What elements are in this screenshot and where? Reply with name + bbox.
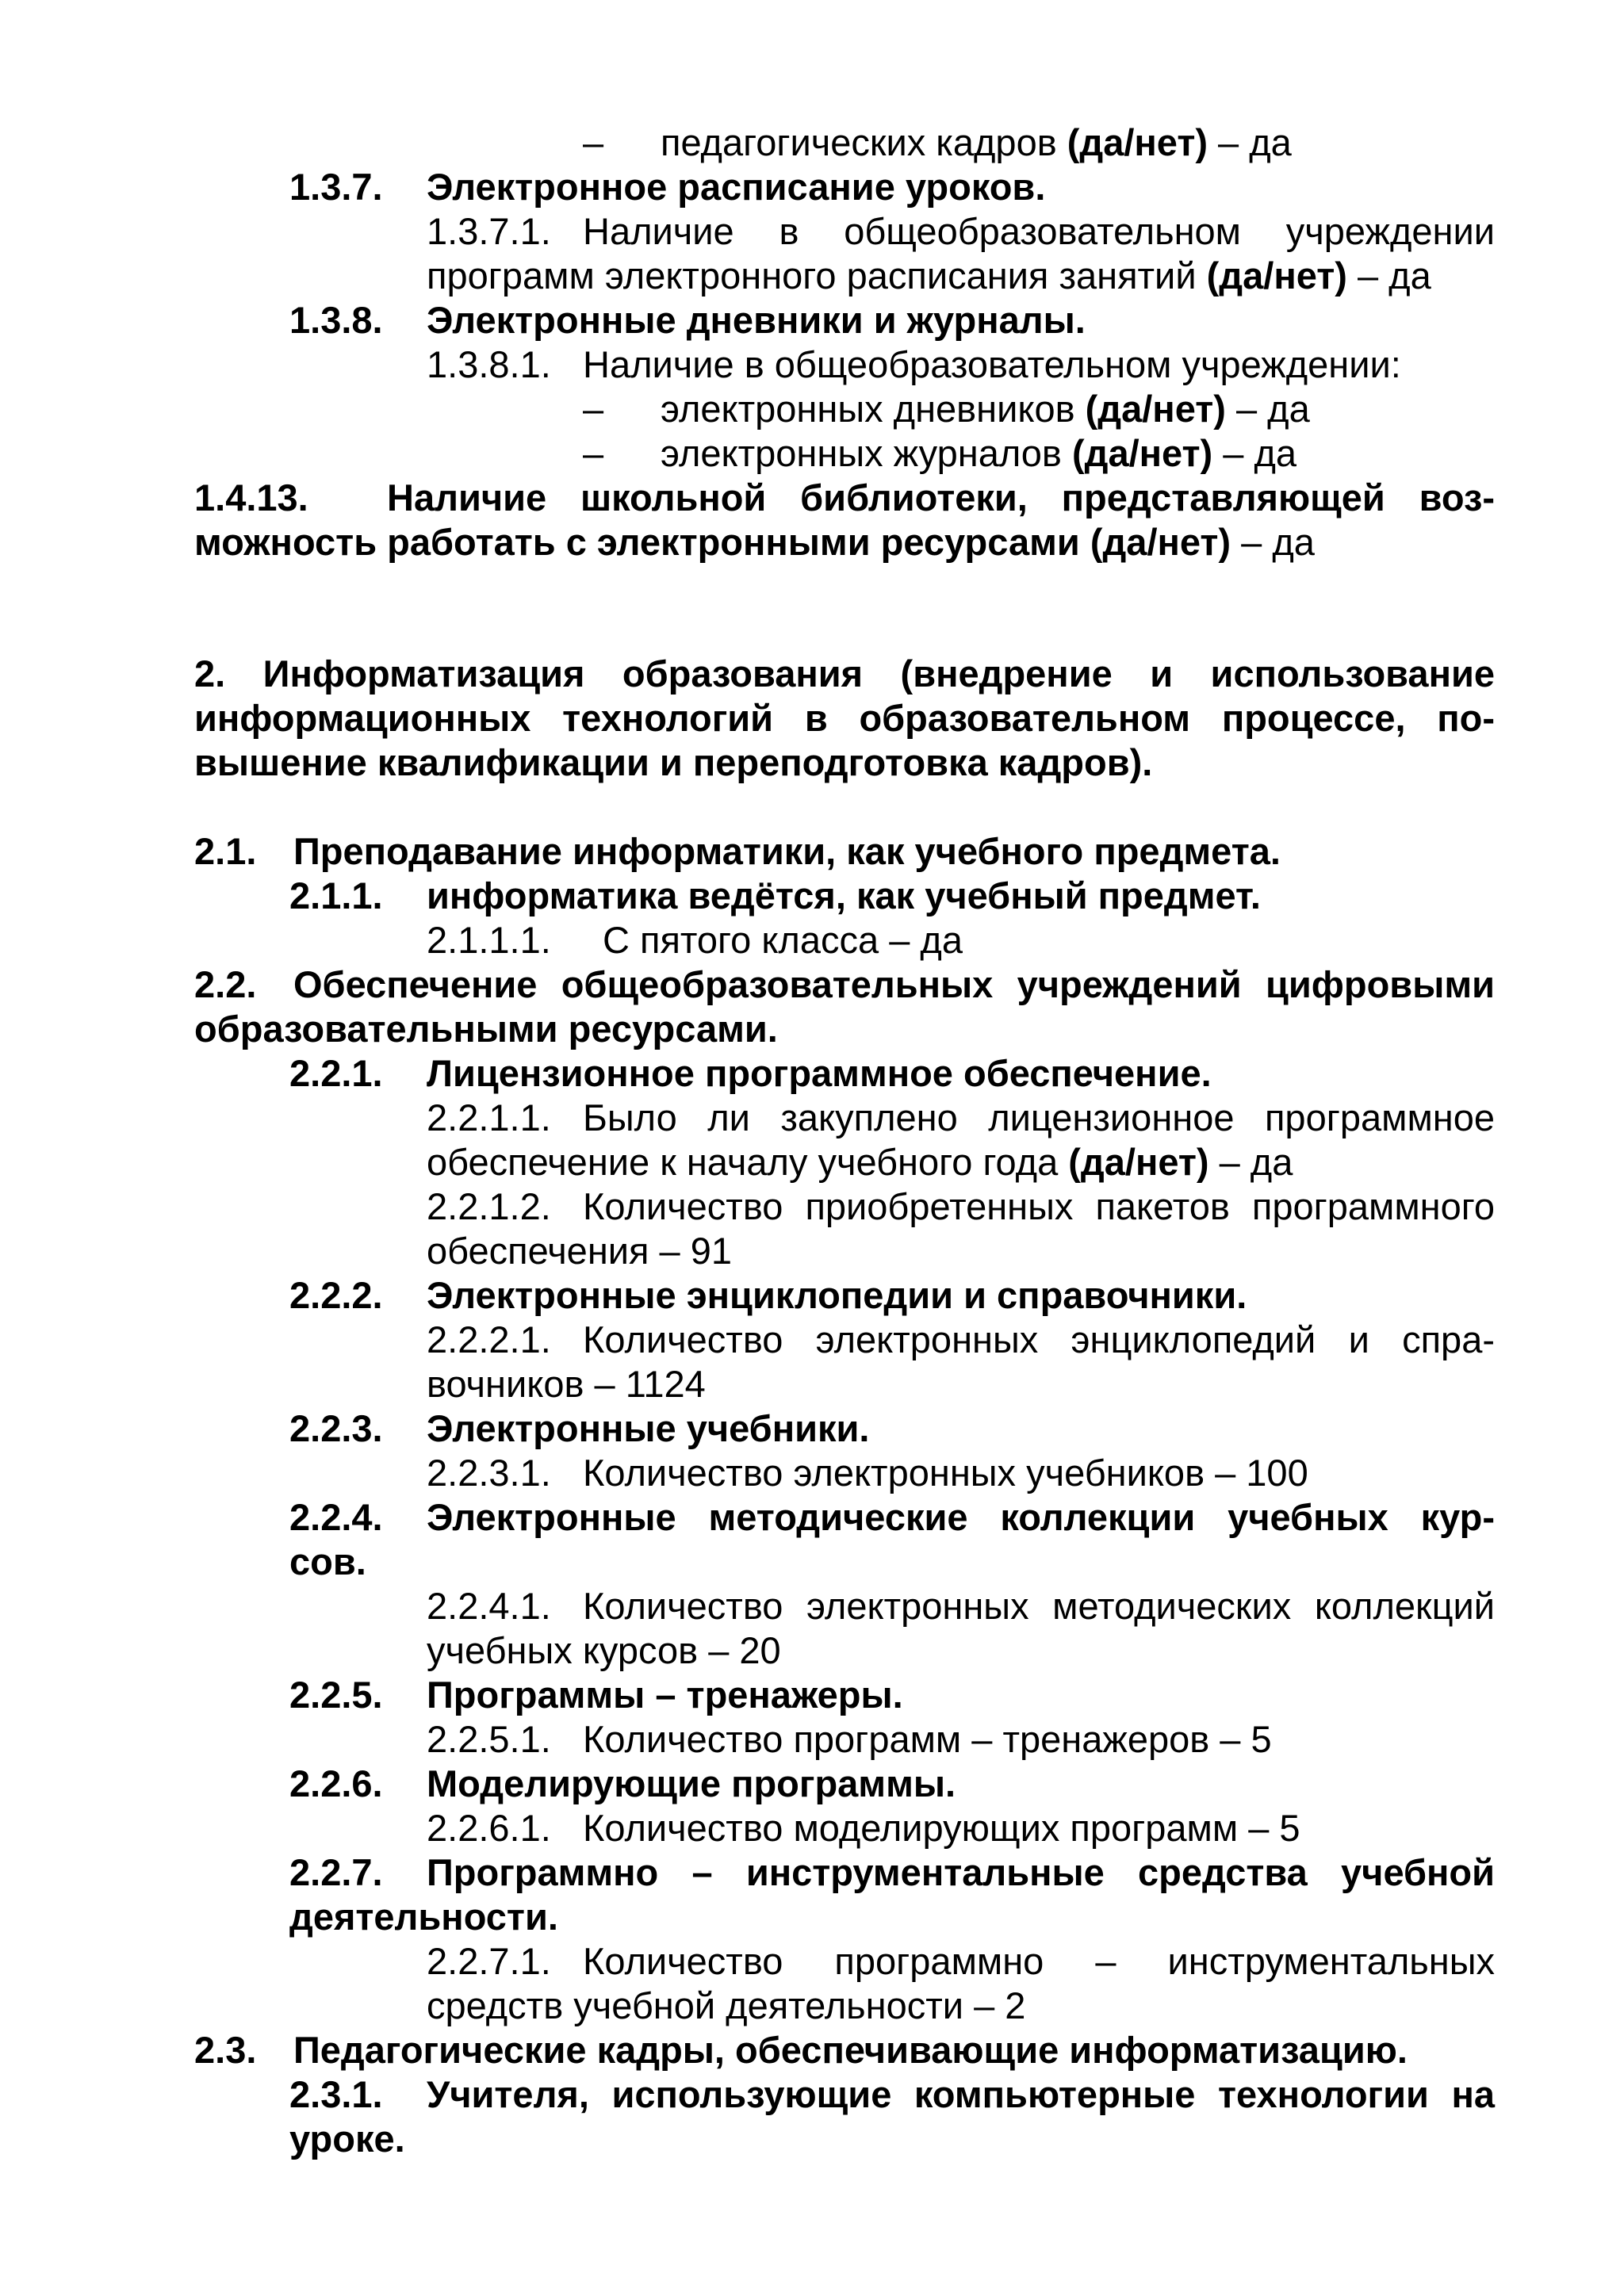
list-item bbox=[661, 121, 1292, 165]
list-item: электронных дневников (да/нет) – да bbox=[661, 388, 1310, 430]
subsection-number: 2.2.6.1. bbox=[427, 1807, 551, 1849]
section-heading: Электронные учебники. bbox=[427, 1407, 870, 1449]
subsection-number: 2.2.3.1. bbox=[427, 1452, 551, 1494]
subsection-number: 2.2.5.1. bbox=[427, 1718, 551, 1760]
paragraph-line: вочников – 1124 bbox=[427, 1363, 706, 1405]
paragraph-line: Было ли закуплено лицензионное программное bbox=[583, 1096, 1495, 1138]
section-number: 2.2.1. bbox=[289, 1052, 383, 1094]
paragraph-line: Количество моделирующих программ – 5 bbox=[583, 1807, 1300, 1849]
subsection-number: 1.3.8.1. bbox=[427, 343, 551, 385]
paragraph-line: Наличие в общеобразовательном учреждении bbox=[583, 210, 1495, 252]
chapter-heading: вышение квалификации и переподготовка кадров). bbox=[194, 741, 1153, 783]
section-number: 2.2.7. bbox=[289, 1851, 383, 1893]
yes-no-label: (да/нет) bbox=[1067, 121, 1208, 163]
paragraph-line: программ электронного расписания занятий (да/нет) – да bbox=[427, 254, 1431, 297]
yes-no-label: (да/нет) bbox=[1206, 254, 1347, 297]
section-number: 2.2.3. bbox=[289, 1407, 383, 1449]
list-item: электронных журналов (да/нет) – да bbox=[661, 432, 1297, 474]
section-number: 2.2. bbox=[194, 963, 257, 1005]
section-heading-cont: уроке. bbox=[289, 2118, 405, 2160]
section-number: 2.3. bbox=[194, 2029, 257, 2071]
section-heading-cont: деятельности. bbox=[289, 1896, 558, 1938]
section-number: 2.1. bbox=[194, 830, 257, 872]
section-number: 2.3.1. bbox=[289, 2073, 383, 2115]
yes-no-label: (да/нет) bbox=[1068, 1141, 1209, 1183]
section-heading: Электронное расписание уроков. bbox=[427, 166, 1046, 208]
item-answer: – да bbox=[1208, 121, 1292, 163]
paragraph-line: обеспечения – 91 bbox=[427, 1230, 733, 1272]
section-heading: Электронные дневники и журналы. bbox=[427, 299, 1086, 341]
subsection-number: 1.3.7.1. bbox=[427, 210, 551, 252]
subsection-number: 2.2.1.2. bbox=[427, 1185, 551, 1227]
section-number: 2.2.5. bbox=[289, 1674, 383, 1716]
paragraph-line: Количество приобретенных пакетов программного bbox=[583, 1185, 1495, 1227]
section-heading: Наличие школьной библиотеки, представляющей воз- bbox=[387, 476, 1495, 519]
section-heading: Электронные энциклопедии и справочники. bbox=[427, 1274, 1247, 1316]
yes-no-label: (да/нет) bbox=[1085, 388, 1226, 430]
section-heading: Электронные методические коллекции учебных кур- bbox=[427, 1496, 1495, 1538]
paragraph-line: С пятого класса – да bbox=[603, 919, 963, 961]
bullet-dash: – bbox=[583, 432, 604, 474]
section-number: 2.2.6. bbox=[289, 1762, 383, 1804]
subsection-number: 2.2.1.1. bbox=[427, 1096, 551, 1138]
section-number: 2.1.1. bbox=[289, 874, 383, 916]
section-heading-cont: образовательными ресурсами. bbox=[194, 1008, 778, 1050]
yes-no-label: (да/нет) bbox=[1071, 432, 1213, 474]
paragraph-line: Количество программ – тренажеров – 5 bbox=[583, 1718, 1272, 1760]
section-number: 1.4.13. bbox=[194, 476, 308, 519]
section-number: 2.2.2. bbox=[289, 1274, 383, 1316]
section-heading: Педагогические кадры, обеспечивающие информатизацию. bbox=[293, 2029, 1408, 2071]
section-heading: Программно – инструментальные средства учебной bbox=[427, 1851, 1495, 1893]
paragraph-line: обеспечение к началу учебного года (да/нет) – да bbox=[427, 1141, 1293, 1183]
subsection-number: 2.2.2.1. bbox=[427, 1318, 551, 1360]
dash-glyph: – bbox=[583, 121, 604, 163]
paragraph-line: Количество программно – инструментальных bbox=[583, 1940, 1495, 1982]
paragraph-line: Наличие в общеобразовательном учреждении: bbox=[583, 343, 1401, 385]
section-number: 1.3.7. bbox=[289, 166, 383, 208]
section-heading: Лицензионное программное обеспечение. bbox=[427, 1052, 1212, 1094]
section-heading: информатика ведётся, как учебный предмет. bbox=[427, 874, 1261, 916]
subsection-number: 2.2.4.1. bbox=[427, 1585, 551, 1627]
section-heading: Обеспечение общеобразовательных учреждений цифровыми bbox=[293, 963, 1495, 1005]
bullet-dash bbox=[583, 121, 603, 165]
chapter-heading: информационных технологий в образовательном процессе, по- bbox=[194, 697, 1495, 739]
section-heading-cont: можность работать с электронными ресурсами (да/нет) – да bbox=[194, 521, 1315, 563]
paragraph-line: Количество электронных энциклопедий и спра- bbox=[583, 1318, 1495, 1360]
section-number: 1.3.8. bbox=[289, 299, 383, 341]
item-text: педагогических кадров bbox=[661, 121, 1067, 163]
section-heading: Моделирующие программы. bbox=[427, 1762, 956, 1804]
paragraph-line: средств учебной деятельности – 2 bbox=[427, 1984, 1026, 2026]
section-heading: Преподавание информатики, как учебного предмета. bbox=[293, 830, 1281, 872]
chapter-heading: 2. Информатизация образования (внедрение и использование bbox=[194, 652, 1495, 695]
section-heading: Программы – тренажеры. bbox=[427, 1674, 903, 1716]
subsection-number: 2.1.1.1. bbox=[427, 919, 551, 961]
paragraph-line: Количество электронных учебников – 100 bbox=[583, 1452, 1308, 1494]
subsection-number: 2.2.7.1. bbox=[427, 1940, 551, 1982]
section-heading-cont: сов. bbox=[289, 1540, 366, 1582]
paragraph-line: учебных курсов – 20 bbox=[427, 1629, 781, 1671]
section-number: 2.2.4. bbox=[289, 1496, 383, 1538]
paragraph-line: Количество электронных методических коллекций bbox=[583, 1585, 1495, 1627]
section-heading: Учителя, использующие компьютерные технологии на bbox=[427, 2073, 1495, 2115]
bullet-dash: – bbox=[583, 388, 604, 430]
